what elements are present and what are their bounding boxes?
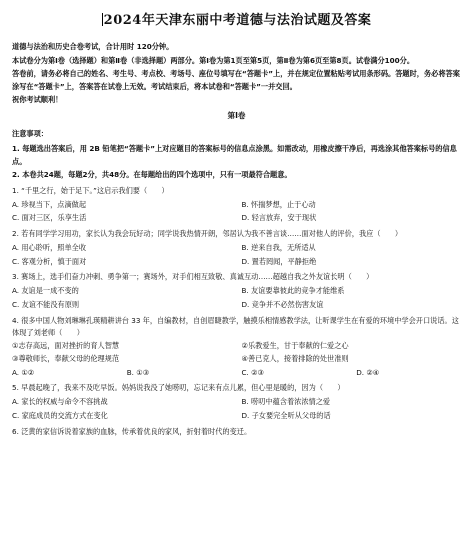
option-d: D. 竞争并不必然伤害友谊 (241, 299, 324, 309)
question-6 (12, 426, 461, 439)
instruction-line: 道德与法治和历史合卷考试，合计用时 120分钟。 (12, 42, 174, 52)
option-grid (12, 366, 461, 380)
question-5 (12, 382, 461, 422)
section-heading: 第Ⅰ卷 (227, 110, 246, 120)
option-c: C. 客观分析，慎于面对 (12, 256, 87, 266)
option-c: C. ②③ (241, 367, 264, 377)
question-stem: 3. 赛场上，选手们奋力冲刺、勇争第一；赛场外，对手们相互致敬、真诚互动……超越自我之外友谊长明（ ） (12, 272, 374, 282)
question-stem: 2. 若有同学学习用功，家长认为我会玩好动；同学说我热情开朗，邻居认为我不善言谈……面对他人的评价，我应（ ） (12, 228, 403, 238)
exam-instructions (12, 40, 461, 107)
option-a: A. 用心聆听，照单全收 (12, 242, 87, 252)
question-2 (12, 228, 461, 268)
option-grid (12, 395, 461, 422)
option-b: B. 逆来自我，无所适从 (241, 242, 316, 252)
question-stem: 5. 早晨起晚了，我来不及吃早饭。妈妈说我没了她唠叨，忘记来有点儿累，但心里是暖的，因为（ ） (12, 383, 345, 393)
option-b: B. 唠叨中蕴含着浓浓情之爱 (241, 397, 331, 407)
option-a: A. 珍视当下，点滴做起 (12, 199, 87, 209)
question-1 (12, 185, 461, 225)
option-c: C. 友谊不能没有原则 (12, 299, 80, 309)
question-stem: 1. “千里之行，始于足下。”这启示我们要（ ） (12, 185, 169, 195)
option-a: A. ①② (12, 367, 35, 377)
option-d: D. ②④ (356, 367, 380, 377)
option-b: B. 怀揣梦想，止于心动 (241, 199, 316, 209)
option-a: A. 友谊是一成不变的 (12, 286, 79, 296)
question-stem: 6. 泛黄的家信诉说着家族的血脉，传承着优良的家风，折射着时代的变迁。 (12, 426, 252, 436)
statement-1: ①志存高远，面对挫折的育人智慧 (12, 341, 120, 351)
option-grid (12, 198, 461, 225)
notes-item: 2. 本卷共24题，每题2分，共48分。在每题给出的四个选项中，只有一项最符合题意。 (12, 170, 292, 180)
statement-2: ②乐教爱生，甘于奉献的仁爱之心 (241, 341, 349, 351)
option-a: A. 家长的权威与命令不容挑战 (12, 397, 108, 407)
option-grid (12, 284, 461, 311)
option-c: C. 家庭成员的交流方式在变化 (12, 410, 108, 420)
instruction-line: 答卷前，请务必将自己的姓名、考生号、考点校、考场号、座位号填写在“答题卡”上，并在规定位置粘贴考试用条形码。答题时，务必将答案涂写在“答题卡”上，答案答在试卷上无效。考试结束后，将本试卷和“答题卡”一并交回。 (12, 68, 460, 92)
document-title-text: 2024年天津东丽中考道德与法治试题及答案 (103, 13, 372, 28)
option-b: B. 友谊要靠彼此的竞争才能维系 (241, 286, 345, 296)
notes-block (12, 127, 461, 181)
question-3 (12, 271, 461, 311)
statement-grid (12, 340, 461, 365)
statement-3: ③尊敬师长，奉献父母的伦理规范 (12, 354, 120, 364)
instruction-line: 本试卷分为第Ⅰ卷（选择题）和第Ⅱ卷（非选择题）两部分。第Ⅰ卷为第1页至第5页，第Ⅱ卷为第6页至第8页。试卷满分100分。 (12, 55, 415, 65)
instruction-line: 祝你考试顺利！ (12, 95, 63, 105)
document-title (12, 12, 461, 30)
question-4 (12, 315, 461, 380)
option-d: D. 置若罔闻，平静拒绝 (241, 256, 317, 266)
question-stem: 4. 很多中国人物刘琳琳孔瑛精耕讲台 33 年，自编教材，自创眉睫教学，触摸乐相情感教学法，让听课学生在有爱的环境中学会开口说话。这体现了刘老师（ ） (12, 315, 459, 338)
option-d: D. 子女要完全听从父母的话 (241, 410, 331, 420)
text-cursor (102, 13, 103, 26)
option-b: B. ①③ (126, 367, 150, 377)
option-c: C. 面对三区，乐享生活 (12, 213, 87, 223)
notes-heading: 注意事项： (12, 129, 48, 139)
option-grid (12, 241, 461, 268)
notes-item: 1. 每题选出答案后，用 2B 铅笔把“答题卡”上对应题目的答案标号的信息点涂黑。如需改动，用橡皮擦干净后，再选涂其他答案标号的信息点。 (12, 143, 457, 166)
option-d: D. 轻言放弃，安于现状 (241, 213, 317, 223)
statement-4: ④善已克人，接着排除的处世准则 (241, 354, 349, 364)
